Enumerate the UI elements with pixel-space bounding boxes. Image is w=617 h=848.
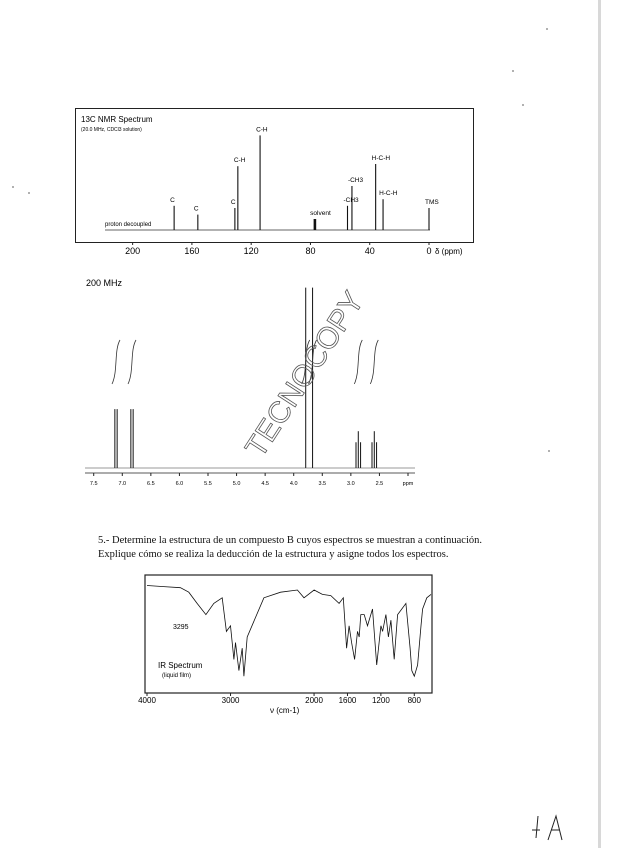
c13-peak-label: -CH3	[343, 196, 359, 204]
c13-note: proton decoupled	[105, 222, 152, 228]
h1-integral	[128, 340, 136, 384]
question-text	[98, 534, 518, 562]
h1-tick-label: 4.0	[289, 481, 298, 487]
ir-tick-label: 2000	[305, 696, 323, 705]
c13-peak-label: solvent	[310, 210, 331, 217]
h1-tick-label: 7.5	[89, 481, 98, 487]
c13-peak-label: H-C-H	[379, 190, 398, 198]
question-line-1: 5.- Determine la estructura de un compuesto B cuyos espectros se muestran a continuación.	[98, 535, 483, 546]
h1-integral	[354, 340, 362, 384]
h1-tick-label: 5.5	[204, 481, 212, 487]
ir-tick-label: 800	[407, 696, 421, 705]
ir-xlabel: ν (cm-1)	[270, 706, 300, 715]
h1-tick-label: 6.5	[147, 481, 155, 487]
c13-peak-label: -CH3	[347, 177, 364, 184]
ir-title: IR Spectrum	[158, 661, 203, 670]
ir-spectrum	[140, 572, 440, 717]
h1-tick-label: 7.0	[118, 481, 127, 487]
c13-title: 13C NMR Spectrum	[81, 115, 153, 124]
c13-peak-label: C	[230, 199, 236, 206]
ir-annotation: 3295	[173, 624, 189, 631]
scan-speck	[548, 450, 550, 452]
h1-integral	[112, 340, 120, 384]
h1-tick-label: 3.0	[347, 481, 355, 487]
h1-tick-label: 3.5	[318, 481, 327, 487]
c13-tick-label: 160	[184, 246, 200, 256]
ir-tick-label: 4000	[138, 696, 156, 705]
c13-tick-label: 120	[243, 246, 259, 256]
c13-tick-label: 80	[305, 246, 316, 256]
c13-tick-label: 0	[426, 246, 432, 256]
scan-speck	[12, 186, 14, 188]
c13-peak-label: C-H	[233, 157, 246, 165]
handwritten-signature	[528, 812, 588, 842]
c13-peaks	[170, 126, 439, 230]
page-edge-shadow	[598, 0, 601, 848]
c13-peak-label: TMS	[425, 199, 439, 206]
h1-tick-label: 6.0	[175, 481, 184, 487]
h1-tick-label: ppm	[402, 481, 414, 487]
c13-xlabel: δ (ppm)	[435, 247, 463, 256]
h1-title: 200 MHz	[86, 278, 123, 288]
c13-subtitle: (20.0 MHz, CDCl3 solution)	[81, 127, 142, 133]
c13-nmr-spectrum	[75, 108, 475, 268]
h1-x-axis	[90, 473, 414, 487]
c13-x-axis	[125, 242, 431, 256]
scan-speck	[522, 104, 524, 106]
c13-peak-label: H-C-H	[371, 155, 391, 162]
c13-tick-label: 40	[364, 246, 375, 256]
question-line-2: Explique cómo se realiza la deducción de la estructura y asigne todos los espectros.	[98, 549, 449, 560]
h1-tick-label: 4.5	[261, 481, 269, 487]
ir-tick-label: 3000	[221, 696, 240, 705]
c13-tick-label: 200	[125, 246, 141, 256]
scan-speck	[512, 70, 514, 72]
h1-tick-label: 2.5	[375, 481, 384, 487]
scan-speck	[28, 192, 30, 194]
ir-x-axis	[138, 693, 421, 705]
ir-subtitle: (liquid film)	[162, 673, 192, 679]
scan-speck	[546, 28, 548, 30]
h1-nmr-spectrum	[80, 272, 420, 497]
c13-peak-label: C-H	[256, 126, 268, 134]
ir-tick-label: 1600	[338, 696, 357, 705]
h1-tick-label: 5.0	[232, 481, 241, 487]
c13-peak-label: C	[170, 196, 175, 204]
c13-peak-label: C	[193, 205, 199, 213]
ir-tick-label: 1200	[371, 696, 390, 705]
watermark: TECNOCOPY	[239, 285, 371, 464]
h1-integral	[370, 340, 378, 384]
